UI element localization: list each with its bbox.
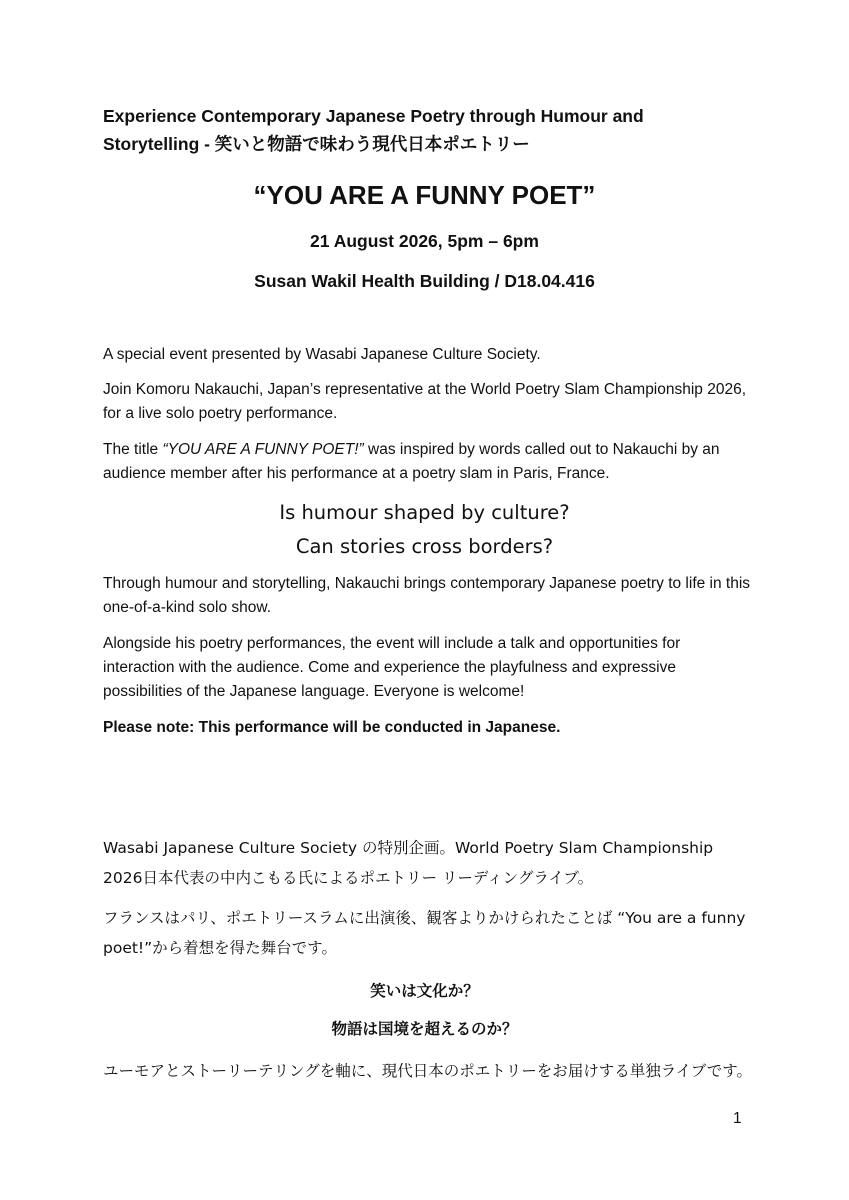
language-note: Please note: This performance will be conducted in Japanese.: [103, 719, 561, 736]
question-humour: Is humour shaped by culture?: [279, 501, 570, 524]
event-intro-heading: [103, 102, 753, 158]
alongside-paragraph: Alongside his poetry performances, the event will include a talk and opportunities for interaction with the audience. Come and experience the playfulness and expressive possibilities of the Japanese language. Everyone is welcome!: [103, 635, 681, 700]
title-origin-post: was inspired by words called out to Nakauchi by an audience member after his performance at a poetry slam in Paris, France.: [103, 441, 720, 482]
event-date-time: 21 August 2026, 5pm – 6pm: [310, 231, 539, 251]
presented-by-paragraph: A special event presented by Wasabi Japanese Culture Society.: [103, 346, 541, 363]
page-number: 1: [733, 1110, 742, 1127]
japanese-question-2: 物語は国境を超えるのか？: [331, 1020, 518, 1038]
event-title: “YOU ARE A FUNNY POET”: [253, 180, 596, 210]
event-venue: Susan Wakil Health Building / D18.04.416: [254, 271, 595, 291]
japanese-paragraph-1: Wasabi Japanese Culture Society の特別企画。World Poetry Slam Championship 2026日本代表の中内こもる氏によるポエトリー リーディングライブ。: [103, 839, 714, 887]
join-paragraph: Join Komoru Nakauchi, Japan’s representative at the World Poetry Slam Championship 2026, for a live solo poetry performance.: [103, 381, 747, 422]
intro-line-1: Experience Contemporary Japanese Poetry through Humour and: [103, 106, 644, 126]
intro-line-2: Storytelling - 笑いと物語で味わう現代日本ポエトリー: [103, 134, 530, 154]
title-origin-paragraph: [103, 438, 753, 486]
title-origin-quote: “YOU ARE A FUNNY POET!”: [162, 441, 364, 458]
japanese-paragraph-2: フランスはパリ、ポエトリースラムに出演後、観客よりかけられたことば “You are a funny poet!”から着想を得た舞台です。: [103, 909, 746, 957]
question-stories: Can stories cross borders?: [295, 535, 554, 558]
japanese-question-1: 笑いは文化か？: [370, 982, 479, 1000]
title-origin-pre: The title: [103, 441, 163, 458]
through-paragraph: Through humour and storytelling, Nakauchi brings contemporary Japanese poetry to life in this one-of-a-kind solo show.: [103, 575, 751, 616]
japanese-paragraph-3: ユーモアとストーリーテリングを軸に、現代日本のポエトリーをお届けする単独ライブです。: [103, 1062, 752, 1080]
